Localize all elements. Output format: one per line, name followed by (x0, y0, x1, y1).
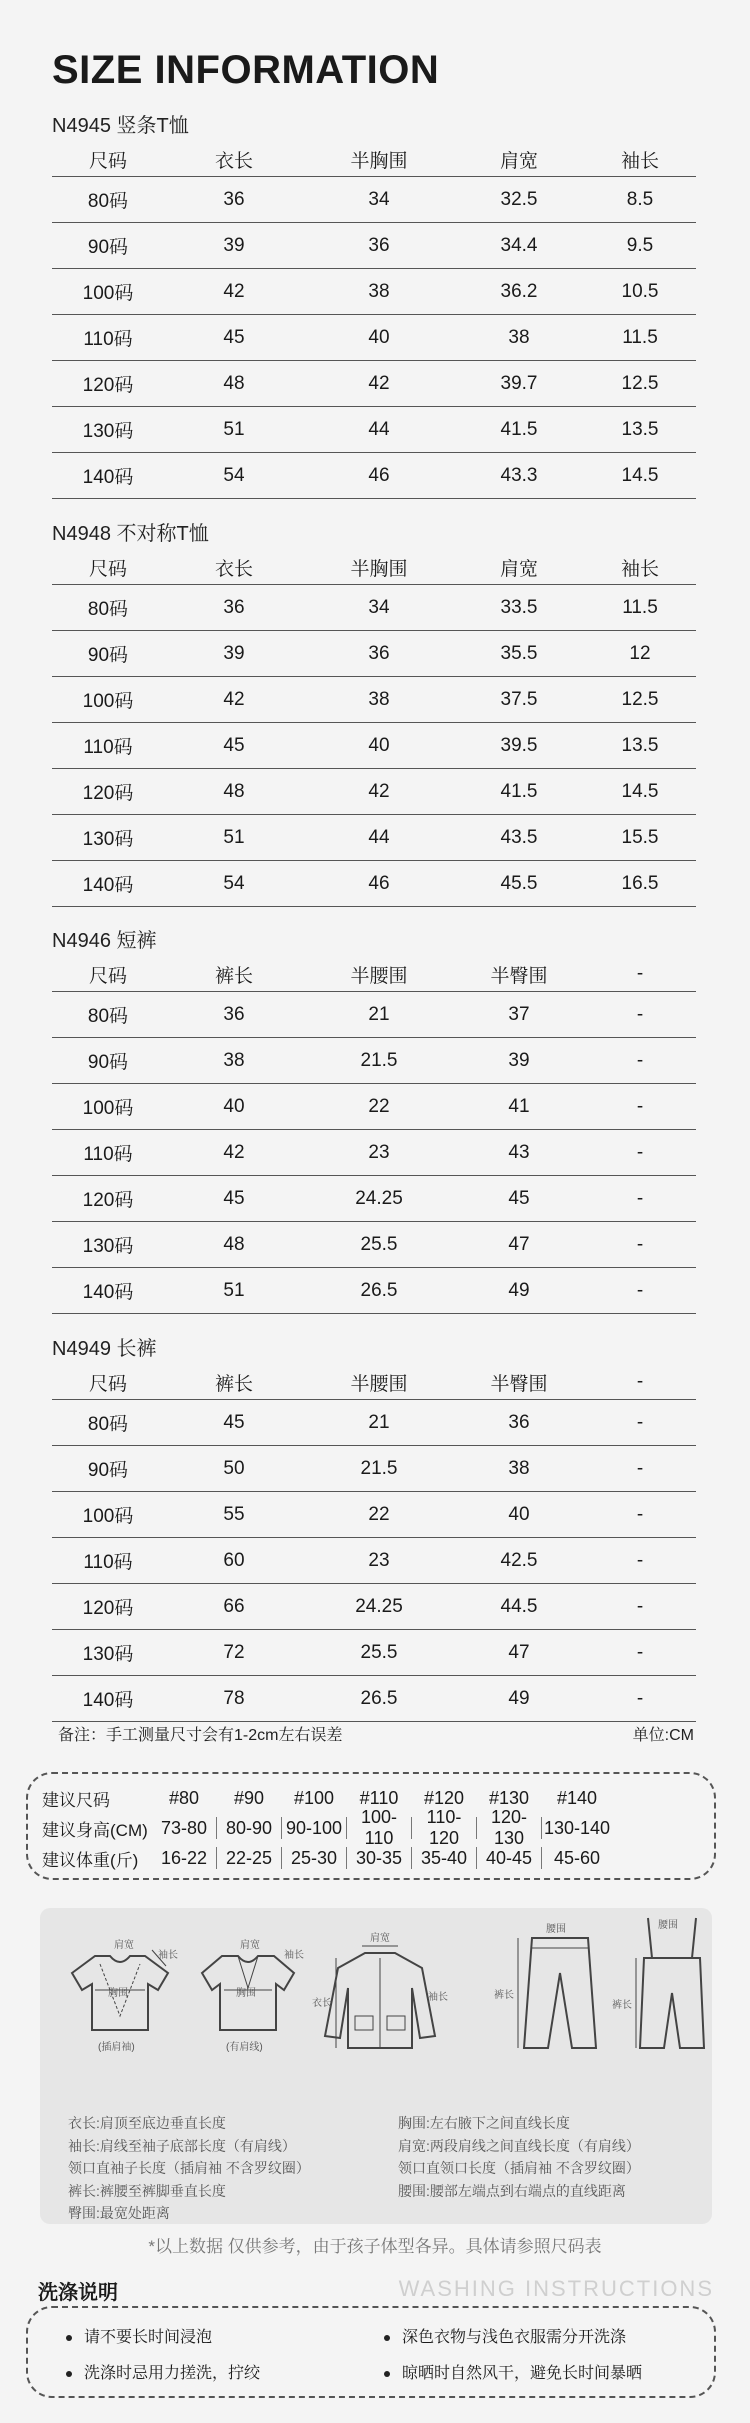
fig-label-13: 腰围 (658, 1920, 678, 1931)
table-cell: - (636, 1233, 644, 1255)
rec-size-cell: #140 (556, 1787, 598, 1808)
table-cell: 80码 (87, 599, 129, 620)
column-header: 裤长 (214, 1373, 253, 1395)
table-cell: 45 (223, 326, 245, 348)
fig-label-4: 肩宽 (240, 1940, 260, 1951)
table-cell: 90码 (87, 237, 129, 258)
table-cell: 36 (223, 188, 245, 210)
table-cell: 32.5 (500, 188, 538, 210)
table-cell: - (636, 1687, 644, 1709)
rec-height-cell: 130-140 (543, 1817, 611, 1838)
bullet-icon (384, 2371, 390, 2377)
table-cell: 40 (508, 1503, 530, 1525)
fig-label-14: 裤长 (612, 2000, 632, 2011)
table-cell: 72 (223, 1641, 245, 1663)
table-cell: 45 (223, 1187, 245, 1209)
table-cell: 34 (368, 188, 390, 210)
table-cell: 44 (368, 826, 390, 848)
table-row (52, 814, 696, 860)
table-cell: 39.7 (500, 372, 538, 394)
table-cell: 45 (223, 734, 245, 756)
table-cell: - (636, 1457, 644, 1479)
guide-left-4: 臀围:最宽处距离 (68, 2205, 170, 2221)
bullet-icon (66, 2371, 72, 2377)
overalls-icon (636, 1918, 704, 2048)
table-cell: 23 (368, 1549, 390, 1571)
table-cell: - (636, 1003, 644, 1025)
table-row (52, 1675, 696, 1722)
rec-label-height: 建议身高(CM) (42, 1820, 148, 1840)
table-cell: 36 (368, 642, 390, 664)
rec-size-cell: #110 (359, 1787, 399, 1808)
table-row (52, 1583, 696, 1629)
table-cell: 100码 (82, 283, 134, 304)
guide-left-3: 裤长:裤腰至裤脚垂直长度 (68, 2182, 226, 2199)
rec-height-cell: 120-130 (490, 1807, 528, 1848)
table-cell: 24.25 (355, 1187, 403, 1209)
column-header: 裤长 (214, 965, 253, 987)
table-cell: 44.5 (500, 1595, 538, 1617)
table-cell: 45.5 (500, 872, 538, 894)
table-row (52, 1267, 696, 1314)
table-cell: 38 (223, 1049, 245, 1071)
table-cell: 13.5 (621, 418, 659, 440)
table-cell: 90码 (87, 1052, 129, 1073)
table-cell: 66 (223, 1595, 245, 1617)
table-cell: 21.5 (360, 1457, 398, 1479)
washing-item: 洗涤时忌用力搓洗，拧绞 (66, 2360, 260, 2383)
table-cell: 140码 (82, 1282, 134, 1303)
guide-left-2: 领口直袖子长度（插肩袖 不含罗纹圈） (68, 2160, 310, 2176)
table-cell: 80码 (87, 191, 129, 212)
table-cell: 38 (508, 326, 530, 348)
column-header: 半胸围 (350, 558, 408, 580)
size-table-2 (52, 518, 696, 907)
table-cell: 110码 (83, 737, 133, 758)
table-cell: 47 (508, 1641, 530, 1663)
washing-title: 洗涤说明 (38, 2282, 118, 2304)
table-cell: 23 (368, 1141, 390, 1163)
table-cell: 11.5 (622, 596, 658, 618)
table-cell: 50 (223, 1457, 245, 1479)
table-cell: 54 (223, 464, 245, 486)
rec-size-cell: #80 (168, 1787, 200, 1808)
table-row (52, 768, 696, 814)
fig-label-7: (有肩线) (226, 2042, 263, 2053)
table-cell: 40 (368, 734, 390, 756)
column-header: 尺码 (88, 150, 127, 172)
table-cell: 100码 (82, 1506, 134, 1527)
table-cell: - (636, 1187, 644, 1209)
table-cell: 13.5 (621, 734, 659, 756)
table-cell: - (636, 1411, 644, 1433)
table-row (52, 860, 696, 907)
table-cell: 22 (368, 1095, 390, 1117)
table-cell: 39.5 (500, 734, 538, 756)
table-cell: 38 (508, 1457, 530, 1479)
table-cell: 36 (508, 1411, 530, 1433)
table-cell: - (636, 1503, 644, 1525)
fig-label-8: 肩宽 (370, 1933, 390, 1944)
table-cell: 34 (368, 596, 390, 618)
table-cell: - (636, 1049, 644, 1071)
table-cell: - (636, 1141, 644, 1163)
table-title: N4949 长裤 (52, 1338, 157, 1360)
rec-weight-cell: 16-22 (160, 1847, 208, 1868)
jacket-icon (325, 1946, 435, 2048)
table-cell: 49 (508, 1279, 530, 1301)
rec-weight-cell: 25-30 (290, 1847, 338, 1868)
table-cell: 38 (368, 280, 390, 302)
washing-item: 晾晒时自然风干，避免长时间暴晒 (384, 2360, 642, 2383)
table-title: N4948 不对称T恤 (52, 523, 209, 545)
rec-height-cell: 73-80 (160, 1817, 208, 1838)
table-row (52, 991, 696, 1037)
fig-label-1: 袖长 (158, 1950, 178, 1961)
table-cell: 42 (223, 280, 245, 302)
table-header-row (52, 1365, 696, 1399)
table-cell: 37 (508, 1003, 530, 1025)
table-cell: 25.5 (360, 1641, 398, 1663)
size-table-1 (52, 110, 696, 499)
rec-size-cell: #100 (293, 1787, 335, 1808)
rec-weight-cell: 22-25 (225, 1847, 273, 1868)
table-cell: - (636, 1641, 644, 1663)
table-cell: 130码 (82, 1236, 134, 1257)
disclaimer-text: *以上数据 仅供参考，由于孩子体型各异。具体请参照尺码表 (148, 2237, 602, 2256)
table-cell: 34.4 (500, 234, 538, 256)
column-header: 尺码 (88, 1373, 127, 1395)
table-row (52, 1175, 696, 1221)
table-cell: 48 (223, 372, 245, 394)
rec-height-cell: 100-110 (360, 1807, 398, 1848)
table-row (52, 268, 696, 314)
table-cell: 51 (223, 418, 245, 440)
table-header-row (52, 142, 696, 176)
fig-label-10: 袖长 (428, 1992, 448, 2003)
table-cell: 130码 (82, 829, 134, 850)
table-cell: 60 (223, 1549, 245, 1571)
table-cell: 10.5 (621, 280, 659, 302)
table-row (52, 360, 696, 406)
column-header: 半臀围 (490, 1373, 548, 1395)
table-header-row (52, 957, 696, 991)
table-title: N4945 竖条T恤 (52, 115, 189, 137)
rec-size-cell: #90 (233, 1787, 265, 1808)
table-row (52, 1129, 696, 1175)
table-cell: - (636, 1095, 644, 1117)
guide-left-0: 衣长:肩顶至底边垂直长度 (68, 2115, 226, 2131)
rec-weight-cell: 40-45 (485, 1847, 533, 1868)
fig-label-12: 裤长 (494, 1990, 514, 2001)
column-header: - (636, 1371, 644, 1392)
column-header: 衣长 (214, 558, 253, 580)
washing-item: 请不要长时间浸泡 (66, 2324, 212, 2347)
rec-size-cell: #120 (423, 1787, 465, 1808)
table-cell: 140码 (82, 1690, 134, 1711)
table-title: N4946 短裤 (52, 930, 157, 952)
table-cell: 36 (368, 234, 390, 256)
column-header: 肩宽 (499, 558, 538, 580)
table-cell: 40 (223, 1095, 245, 1117)
table-cell: 22 (368, 1503, 390, 1525)
fig-label-0: 肩宽 (114, 1940, 134, 1951)
table-cell: 110码 (83, 1552, 133, 1573)
table-cell: 41.5 (500, 780, 538, 802)
guide-right-1: 肩宽:两段肩线之间直线长度（有肩线） (398, 2137, 640, 2154)
table-row (52, 1083, 696, 1129)
column-header: 袖长 (620, 150, 659, 172)
table-cell: 120码 (82, 1190, 134, 1211)
table-cell: 140码 (82, 467, 134, 488)
table-cell: 12.5 (621, 688, 659, 710)
recommendation-table (26, 1772, 716, 1880)
table-cell: 130码 (82, 421, 134, 442)
fig-label-9: 衣长 (312, 1998, 332, 2009)
table-cell: 44 (368, 418, 390, 440)
table-cell: 15.5 (621, 826, 659, 848)
table-cell: 43.3 (500, 464, 538, 486)
column-header: 衣长 (214, 150, 253, 172)
table-cell: 110码 (83, 1144, 133, 1165)
table-cell: 90码 (87, 645, 129, 666)
table-cell: 36 (223, 1003, 245, 1025)
fig-label-6: 胸围 (236, 1988, 256, 1999)
washing-title-en: WASHING INSTRUCTIONS (398, 2276, 714, 2301)
table-row (52, 406, 696, 452)
table-cell: 42.5 (500, 1549, 538, 1571)
note-text: 备注：手工测量尺寸会有1-2cm左右误差 (58, 1727, 343, 1744)
table-cell: 42 (368, 780, 390, 802)
table-cell: 42 (223, 688, 245, 710)
table-cell: 100码 (82, 1098, 134, 1119)
table-cell: 48 (223, 1233, 245, 1255)
table-cell: 51 (223, 826, 245, 848)
table-cell: 9.5 (626, 234, 654, 256)
guide-right-0: 胸围:左右腋下之间直线长度 (398, 2115, 570, 2131)
table-cell: 80码 (87, 1414, 129, 1435)
table-row (52, 1037, 696, 1083)
column-header: 半腰围 (350, 965, 408, 987)
table-cell: 120码 (82, 783, 134, 804)
table-cell: 100码 (82, 691, 134, 712)
rec-size-cell: #130 (488, 1787, 530, 1808)
table-cell: 43.5 (500, 826, 538, 848)
table-row (52, 584, 696, 630)
table-cell: 21.5 (360, 1049, 398, 1071)
table-cell: 39 (508, 1049, 530, 1071)
page-title: SIZE INFORMATION (52, 48, 440, 92)
table-cell: 46 (368, 464, 390, 486)
rec-weight-cell: 45-60 (553, 1847, 601, 1868)
table-cell: 45 (223, 1411, 245, 1433)
table-cell: 37.5 (500, 688, 538, 710)
table-cell: 46 (368, 872, 390, 894)
table-row (52, 1445, 696, 1491)
unit-text: 单位:CM (632, 1727, 694, 1744)
table-cell: 80码 (87, 1006, 129, 1027)
table-cell: - (636, 1595, 644, 1617)
table-cell: 41 (508, 1095, 530, 1117)
table-row (52, 1399, 696, 1445)
fig-label-5: 袖长 (284, 1950, 304, 1961)
table-cell: 25.5 (360, 1233, 398, 1255)
fig-label-3: (插肩袖) (98, 2042, 135, 2053)
table-row (52, 1221, 696, 1267)
table-cell: 120码 (82, 375, 134, 396)
guide-right-2: 领口直领口长度（插肩袖 不含罗纹圈） (398, 2160, 640, 2176)
rec-height-cell: 80-90 (225, 1817, 273, 1838)
table-row (52, 1537, 696, 1583)
table-cell: 55 (223, 1503, 245, 1525)
table-cell: 43 (508, 1141, 530, 1163)
table-row (52, 176, 696, 222)
measurement-guide (40, 1908, 712, 2224)
bullet-icon (66, 2335, 72, 2341)
table-cell: 45 (508, 1187, 530, 1209)
table-cell: 14.5 (621, 464, 659, 486)
column-header: 尺码 (88, 558, 127, 580)
guide-left-1: 袖长:肩线至袖子底部长度（有肩线） (68, 2137, 296, 2154)
washing-instructions (26, 2306, 716, 2398)
rec-weight-cell: 35-40 (420, 1847, 468, 1868)
table-row (52, 630, 696, 676)
table-cell: 41.5 (500, 418, 538, 440)
table-row (52, 722, 696, 768)
table-cell: 140码 (82, 875, 134, 896)
table-row (52, 222, 696, 268)
washing-item: 深色衣物与浅色衣服需分开洗涤 (384, 2324, 626, 2347)
table-cell: 78 (223, 1687, 245, 1709)
bullet-icon (384, 2335, 390, 2341)
table-cell: 120码 (82, 1598, 134, 1619)
fig-label-11: 腰围 (546, 1924, 566, 1935)
table-cell: 26.5 (360, 1279, 398, 1301)
fig-label-2: 胸围 (108, 1988, 128, 1999)
table-cell: 21 (368, 1411, 390, 1433)
table-row (52, 1629, 696, 1675)
pants-icon (518, 1938, 596, 2048)
rec-height-cell: 90-100 (285, 1817, 343, 1838)
table-cell: 39 (223, 642, 245, 664)
table-row (52, 314, 696, 360)
size-table-3 (52, 925, 696, 1314)
table-cell: 42 (368, 372, 390, 394)
table-cell: 11.5 (622, 326, 658, 348)
column-header: 半胸围 (350, 150, 408, 172)
table-cell: 49 (508, 1687, 530, 1709)
table-cell: 16.5 (621, 872, 659, 894)
table-cell: 54 (223, 872, 245, 894)
table-cell: 12.5 (621, 372, 659, 394)
column-header: 半腰围 (350, 1373, 408, 1395)
table-cell: - (636, 1549, 644, 1571)
table-cell: 42 (223, 1141, 245, 1163)
rec-weight-cell: 30-35 (355, 1847, 403, 1868)
table-cell: 33.5 (500, 596, 538, 618)
table-cell: 38 (368, 688, 390, 710)
table-header-row (52, 550, 696, 584)
rec-label-weight: 建议体重(斤) (42, 1850, 139, 1870)
table-cell: 51 (223, 1279, 245, 1301)
column-header: 肩宽 (499, 150, 538, 172)
size-table-4 (52, 1333, 696, 1722)
column-header: 半臀围 (490, 965, 548, 987)
table-cell: 47 (508, 1233, 530, 1255)
table-cell: 14.5 (621, 780, 659, 802)
table-cell: 12 (629, 642, 651, 664)
table-cell: 26.5 (360, 1687, 398, 1709)
table-cell: 36.2 (500, 280, 538, 302)
table-cell: 39 (223, 234, 245, 256)
table-cell: 40 (368, 326, 390, 348)
table-cell: 90码 (87, 1460, 129, 1481)
table-row (52, 676, 696, 722)
table-cell: 48 (223, 780, 245, 802)
table-cell: - (636, 1279, 644, 1301)
column-header: - (636, 963, 644, 984)
table-cell: 21 (368, 1003, 390, 1025)
column-header: 尺码 (88, 965, 127, 987)
table-cell: 24.25 (355, 1595, 403, 1617)
garment-diagrams (40, 1908, 712, 2108)
table-row (52, 452, 696, 499)
table-row (52, 1491, 696, 1537)
table-cell: 8.5 (626, 188, 654, 210)
table-cell: 130码 (82, 1644, 134, 1665)
table-cell: 35.5 (500, 642, 538, 664)
table-cell: 36 (223, 596, 245, 618)
column-header: 袖长 (620, 558, 659, 580)
guide-right-3: 腰围:腰部左端点到右端点的直线距离 (398, 2182, 626, 2199)
table-cell: 110码 (83, 329, 133, 350)
rec-height-cell: 110-120 (426, 1807, 462, 1848)
rec-label-size: 建议尺码 (42, 1790, 110, 1810)
